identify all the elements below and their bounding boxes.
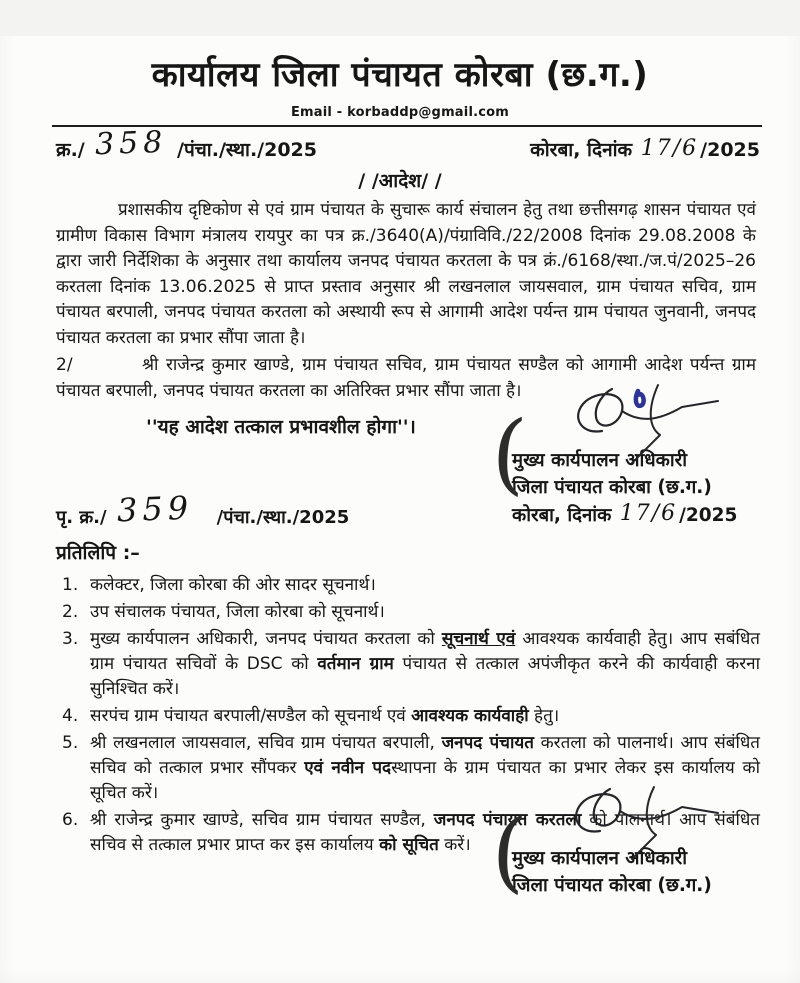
endorsement-suffix: /पंचा./स्था./2025 <box>216 507 350 528</box>
place-date <box>530 136 760 162</box>
list-item-number: 4. <box>62 706 79 726</box>
list-item <box>62 573 760 598</box>
paragraph-2-number: 2/ <box>56 355 73 375</box>
signature-date-year: /2025 <box>679 505 738 526</box>
date-year: /2025 <box>700 139 760 161</box>
place-date-label: कोरबा, दिनांक <box>530 139 633 161</box>
copies-list <box>62 573 760 858</box>
signatory-designation: मुख्य कार्यपालन अधिकारी <box>512 450 687 471</box>
list-item <box>62 600 760 625</box>
letter-number-handwritten: 358 <box>94 124 168 163</box>
list-item-number: 2. <box>62 602 79 622</box>
signatory-designation: मुख्य कार्यपालन अधिकारी <box>512 848 687 869</box>
list-item-text: श्री राजेन्द्र कुमार खाण्डे, सचिव ग्राम पंचायत सण्डैल, जनपद पंचायत करतला को पालनार्थ। आप संबंधित सचिव से तत्काल प्रभार प्राप्त कर इस कार्यालय को सूचित करें। <box>90 810 760 855</box>
letter-number <box>56 124 318 164</box>
pen-bracket: ( <box>489 798 530 903</box>
letter-number-prefix: क्र./ <box>56 139 85 161</box>
letter-number-suffix: /पंचा./स्था./2025 <box>177 139 318 161</box>
signature-block-bottom <box>489 798 712 903</box>
list-item-number: 5. <box>62 733 79 753</box>
office-email: Email - korbaddp@gmail.com <box>290 105 510 120</box>
paragraph-2 <box>56 353 756 404</box>
list-item <box>62 627 760 702</box>
order-heading: / /आदेश/ / <box>358 170 442 192</box>
list-item-number: 3. <box>62 629 79 649</box>
pen-bracket: ( <box>489 400 530 505</box>
list-item <box>62 731 760 806</box>
signatory-office: जिला पंचायत कोरबा (छ.ग.) <box>512 875 712 896</box>
signature-block-top <box>489 400 738 529</box>
signature-date-handwritten: 17/6 <box>619 501 678 526</box>
list-item-text: श्री लखनलाल जायसवाल, सचिव ग्राम पंचायत बरपाली, जनपद पंचायत करतला को पालनार्थ। आप संबंधित सचिव को तत्काल प्रभार सौंपकर एवं नवीन पदस्थापना के ग्राम पंचायत का प्रभार लेकर इस कार्यालय को सूचित करें। <box>90 733 760 803</box>
endorsement-prefix: पृ. क्र./ <box>56 507 107 528</box>
copies-heading: प्रतिलिपि :– <box>56 542 140 564</box>
paragraph-2-text: श्री राजेन्द्र कुमार खाण्डे, ग्राम पंचायत सचिव, ग्राम पंचायत सण्डैल को आगामी आदेश पर्यन्त ग्राम पंचायत बरपाली, जनपद पंचायत करतला का अतिरिक्त प्रभार सौंपा जाता है। <box>56 355 756 401</box>
office-title: कार्यालय जिला पंचायत कोरबा (छ.ग.) <box>151 55 649 95</box>
list-item-number: 1. <box>62 575 79 595</box>
endorsement-number-handwritten: 359 <box>115 488 194 530</box>
reference-row <box>56 124 760 164</box>
endorsement-number-row <box>56 488 486 531</box>
list-item-text: उप संचालक पंचायत, जिला कोरबा को सूचनार्थ। <box>90 602 385 622</box>
signature-place-date <box>512 501 737 529</box>
effective-immediately-quote: ''यह आदेश तत्काल प्रभावशील होगा''। <box>146 416 416 438</box>
signature-date-label: कोरबा, दिनांक <box>512 505 612 526</box>
list-item-number: 6. <box>62 810 79 830</box>
list-item-text: सरपंच ग्राम पंचायत बरपाली/सण्डैल को सूचनार्थ एवं आवश्यक कार्यवाही हेतु। <box>90 706 560 726</box>
list-item-text: मुख्य कार्यपालन अधिकारी, जनपद पंचायत करतला को सूचनार्थ एवं आवश्यक कार्यवाही हेतु। आप सबंधित ग्राम पंचायत सचिवों के DSC को वर्तमान ग्राम पंचायत से तत्काल अपंजीकृत करने की कार्यवाही करना सुनिश्चित करें। <box>90 629 760 699</box>
list-item-text: कलेक्टर, जिला कोरबा की ओर सादर सूचनार्थ। <box>90 575 376 595</box>
date-handwritten: 17/6 <box>640 136 699 161</box>
signatory-office: जिला पंचायत कोरबा (छ.ग.) <box>512 477 712 498</box>
paragraph-1: प्रशासकीय दृष्टिकोण से एवं ग्राम पंचायत के सुचारू कार्य संचालन हेतु तथा छत्तीसगढ़ शासन पंचायत एवं ग्रामीण विकास विभाग मंत्रालय रायपुर का पत्र क्र./3640(A)/पंग्राविवि./22/2008 दिनांक 29.08.2008 के द्वारा जारी निर्देशिका के अनुसार तथा कार्यालय जनपद पंचायत करतला के पत्र क्रं./6168/स्था./ज.पं/2025–26 करतला दिनांक 13.06.2025 से प्राप्त प्रस्ताव अनुसार श्री लखनलाल जायसवाल, ग्राम पंचायत सचिव, ग्राम पंचायत बरपाली, जनपद पंचायत करतला को अस्थायी रूप से आगामी आदेश पर्यन्त ग्राम पंचायत जुनवानी, जनपद पंचायत करतला का प्रभार सौंपा जाता है। <box>56 200 756 348</box>
list-item <box>62 704 760 729</box>
